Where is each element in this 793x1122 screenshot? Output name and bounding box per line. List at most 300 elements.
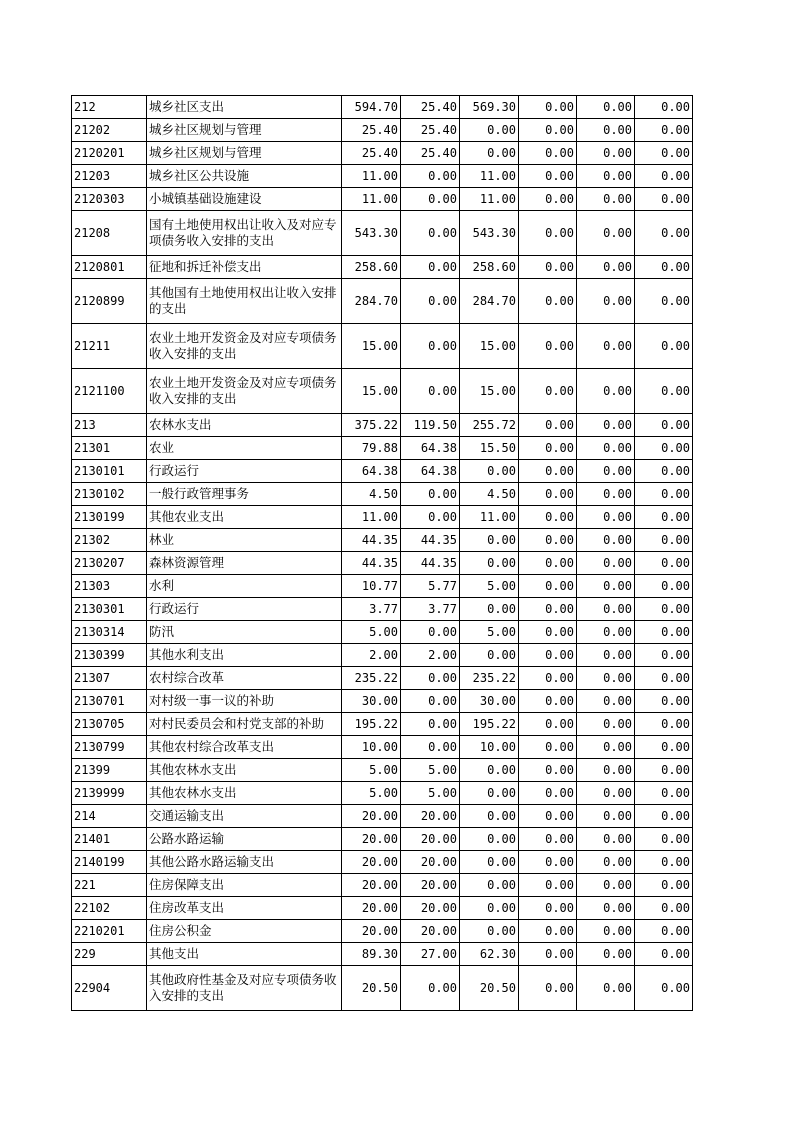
amount-cell: 0.00 xyxy=(519,874,577,897)
subject-name-cell: 征地和拆迁补偿支出 xyxy=(147,256,342,279)
amount-cell: 4.50 xyxy=(342,483,401,506)
amount-cell: 0.00 xyxy=(519,119,577,142)
amount-cell: 255.72 xyxy=(460,414,519,437)
amount-cell: 258.60 xyxy=(460,256,519,279)
amount-cell: 235.22 xyxy=(342,667,401,690)
amount-cell: 0.00 xyxy=(635,851,693,874)
amount-cell: 0.00 xyxy=(519,828,577,851)
amount-cell: 0.00 xyxy=(635,874,693,897)
subject-name-cell: 一般行政管理事务 xyxy=(147,483,342,506)
table-row xyxy=(72,828,693,851)
table-row xyxy=(72,690,693,713)
amount-cell: 0.00 xyxy=(577,96,635,119)
subject-code-cell: 21401 xyxy=(72,828,147,851)
amount-cell: 20.00 xyxy=(401,897,460,920)
subject-name-cell: 农林水支出 xyxy=(147,414,342,437)
table-row xyxy=(72,414,693,437)
amount-cell: 2.00 xyxy=(401,644,460,667)
amount-cell: 64.38 xyxy=(342,460,401,483)
table-body xyxy=(72,96,693,1011)
amount-cell: 284.70 xyxy=(342,279,401,324)
amount-cell: 0.00 xyxy=(460,874,519,897)
subject-code-cell: 2140199 xyxy=(72,851,147,874)
amount-cell: 0.00 xyxy=(401,165,460,188)
amount-cell: 20.00 xyxy=(401,920,460,943)
table-row xyxy=(72,897,693,920)
amount-cell: 0.00 xyxy=(401,369,460,414)
amount-cell: 0.00 xyxy=(519,736,577,759)
amount-cell: 0.00 xyxy=(635,188,693,211)
subject-code-cell: 2130399 xyxy=(72,644,147,667)
amount-cell: 5.00 xyxy=(342,782,401,805)
subject-name-cell: 城乡社区支出 xyxy=(147,96,342,119)
amount-cell: 0.00 xyxy=(577,690,635,713)
amount-cell: 0.00 xyxy=(577,414,635,437)
subject-name-cell: 其他农林水支出 xyxy=(147,759,342,782)
subject-code-cell: 21301 xyxy=(72,437,147,460)
amount-cell: 20.50 xyxy=(342,966,401,1011)
amount-cell: 0.00 xyxy=(635,506,693,529)
amount-cell: 10.77 xyxy=(342,575,401,598)
amount-cell: 0.00 xyxy=(577,437,635,460)
amount-cell: 0.00 xyxy=(460,598,519,621)
amount-cell: 0.00 xyxy=(635,690,693,713)
amount-cell: 0.00 xyxy=(401,506,460,529)
amount-cell: 10.00 xyxy=(460,736,519,759)
subject-code-cell: 2210201 xyxy=(72,920,147,943)
amount-cell: 11.00 xyxy=(342,165,401,188)
amount-cell: 25.40 xyxy=(342,119,401,142)
amount-cell: 0.00 xyxy=(401,324,460,369)
subject-name-cell: 小城镇基础设施建设 xyxy=(147,188,342,211)
amount-cell: 11.00 xyxy=(342,506,401,529)
table-row xyxy=(72,759,693,782)
table-row xyxy=(72,920,693,943)
amount-cell: 0.00 xyxy=(519,506,577,529)
amount-cell: 15.00 xyxy=(342,369,401,414)
amount-cell: 0.00 xyxy=(401,966,460,1011)
subject-code-cell: 21211 xyxy=(72,324,147,369)
table-row xyxy=(72,736,693,759)
subject-name-cell: 其他支出 xyxy=(147,943,342,966)
amount-cell: 15.00 xyxy=(342,324,401,369)
table-row xyxy=(72,529,693,552)
subject-code-cell: 212 xyxy=(72,96,147,119)
subject-name-cell: 城乡社区规划与管理 xyxy=(147,142,342,165)
table-row xyxy=(72,324,693,369)
amount-cell: 0.00 xyxy=(577,782,635,805)
amount-cell: 0.00 xyxy=(519,256,577,279)
subject-code-cell: 21302 xyxy=(72,529,147,552)
amount-cell: 0.00 xyxy=(635,369,693,414)
amount-cell: 0.00 xyxy=(635,644,693,667)
amount-cell: 0.00 xyxy=(635,211,693,256)
amount-cell: 195.22 xyxy=(342,713,401,736)
amount-cell: 0.00 xyxy=(635,621,693,644)
amount-cell: 44.35 xyxy=(401,529,460,552)
amount-cell: 15.00 xyxy=(460,324,519,369)
budget-table xyxy=(71,95,693,1011)
amount-cell: 0.00 xyxy=(460,828,519,851)
table-row xyxy=(72,874,693,897)
amount-cell: 44.35 xyxy=(401,552,460,575)
table-row xyxy=(72,279,693,324)
amount-cell: 0.00 xyxy=(577,736,635,759)
subject-name-cell: 对村民委员会和村党支部的补助 xyxy=(147,713,342,736)
amount-cell: 0.00 xyxy=(519,211,577,256)
amount-cell: 0.00 xyxy=(635,920,693,943)
amount-cell: 0.00 xyxy=(635,897,693,920)
amount-cell: 0.00 xyxy=(635,943,693,966)
subject-code-cell: 2121100 xyxy=(72,369,147,414)
subject-name-cell: 住房保障支出 xyxy=(147,874,342,897)
subject-code-cell: 21202 xyxy=(72,119,147,142)
table-row xyxy=(72,96,693,119)
subject-code-cell: 2120303 xyxy=(72,188,147,211)
table-row xyxy=(72,805,693,828)
amount-cell: 0.00 xyxy=(460,119,519,142)
subject-name-cell: 防汛 xyxy=(147,621,342,644)
table-row xyxy=(72,188,693,211)
amount-cell: 0.00 xyxy=(577,483,635,506)
amount-cell: 284.70 xyxy=(460,279,519,324)
amount-cell: 0.00 xyxy=(635,598,693,621)
amount-cell: 0.00 xyxy=(635,324,693,369)
table-row xyxy=(72,851,693,874)
amount-cell: 11.00 xyxy=(460,165,519,188)
amount-cell: 27.00 xyxy=(401,943,460,966)
amount-cell: 20.00 xyxy=(401,805,460,828)
amount-cell: 44.35 xyxy=(342,552,401,575)
amount-cell: 79.88 xyxy=(342,437,401,460)
table-row xyxy=(72,256,693,279)
subject-name-cell: 其他农业支出 xyxy=(147,506,342,529)
amount-cell: 5.00 xyxy=(401,759,460,782)
amount-cell: 0.00 xyxy=(635,736,693,759)
table-row xyxy=(72,552,693,575)
amount-cell: 20.00 xyxy=(342,920,401,943)
amount-cell: 11.00 xyxy=(342,188,401,211)
amount-cell: 195.22 xyxy=(460,713,519,736)
amount-cell: 0.00 xyxy=(460,897,519,920)
amount-cell: 0.00 xyxy=(577,279,635,324)
amount-cell: 0.00 xyxy=(635,713,693,736)
amount-cell: 0.00 xyxy=(460,460,519,483)
amount-cell: 0.00 xyxy=(635,552,693,575)
amount-cell: 0.00 xyxy=(519,324,577,369)
amount-cell: 0.00 xyxy=(635,805,693,828)
amount-cell: 5.00 xyxy=(342,621,401,644)
amount-cell: 0.00 xyxy=(460,920,519,943)
amount-cell: 0.00 xyxy=(635,575,693,598)
subject-code-cell: 2130799 xyxy=(72,736,147,759)
amount-cell: 0.00 xyxy=(635,119,693,142)
amount-cell: 89.30 xyxy=(342,943,401,966)
amount-cell: 119.50 xyxy=(401,414,460,437)
subject-code-cell: 21399 xyxy=(72,759,147,782)
amount-cell: 5.00 xyxy=(401,782,460,805)
amount-cell: 0.00 xyxy=(577,506,635,529)
table-row xyxy=(72,943,693,966)
table-row xyxy=(72,369,693,414)
table-row xyxy=(72,211,693,256)
amount-cell: 0.00 xyxy=(519,920,577,943)
amount-cell: 30.00 xyxy=(460,690,519,713)
amount-cell: 62.30 xyxy=(460,943,519,966)
amount-cell: 0.00 xyxy=(519,188,577,211)
subject-name-cell: 农业 xyxy=(147,437,342,460)
amount-cell: 5.00 xyxy=(460,575,519,598)
amount-cell: 0.00 xyxy=(519,529,577,552)
subject-name-cell: 住房改革支出 xyxy=(147,897,342,920)
amount-cell: 543.30 xyxy=(342,211,401,256)
subject-code-cell: 2120201 xyxy=(72,142,147,165)
amount-cell: 0.00 xyxy=(577,943,635,966)
amount-cell: 0.00 xyxy=(577,920,635,943)
subject-name-cell: 其他农林水支出 xyxy=(147,782,342,805)
subject-name-cell: 公路水路运输 xyxy=(147,828,342,851)
amount-cell: 0.00 xyxy=(577,529,635,552)
amount-cell: 30.00 xyxy=(342,690,401,713)
amount-cell: 0.00 xyxy=(577,552,635,575)
subject-name-cell: 森林资源管理 xyxy=(147,552,342,575)
amount-cell: 0.00 xyxy=(635,96,693,119)
subject-name-cell: 国有土地使用权出让收入及对应专项债务收入安排的支出 xyxy=(147,211,342,256)
amount-cell: 0.00 xyxy=(519,943,577,966)
subject-code-cell: 2130705 xyxy=(72,713,147,736)
amount-cell: 0.00 xyxy=(519,897,577,920)
subject-code-cell: 2130101 xyxy=(72,460,147,483)
amount-cell: 0.00 xyxy=(519,96,577,119)
subject-code-cell: 22904 xyxy=(72,966,147,1011)
amount-cell: 0.00 xyxy=(401,483,460,506)
table-row xyxy=(72,782,693,805)
subject-name-cell: 农村综合改革 xyxy=(147,667,342,690)
amount-cell: 20.00 xyxy=(401,828,460,851)
subject-name-cell: 行政运行 xyxy=(147,460,342,483)
amount-cell: 0.00 xyxy=(635,483,693,506)
subject-code-cell: 21208 xyxy=(72,211,147,256)
subject-name-cell: 城乡社区规划与管理 xyxy=(147,119,342,142)
amount-cell: 0.00 xyxy=(519,460,577,483)
amount-cell: 20.00 xyxy=(342,874,401,897)
amount-cell: 0.00 xyxy=(519,690,577,713)
subject-name-cell: 其他政府性基金及对应专项债务收入安排的支出 xyxy=(147,966,342,1011)
amount-cell: 0.00 xyxy=(519,621,577,644)
amount-cell: 0.00 xyxy=(635,165,693,188)
amount-cell: 0.00 xyxy=(577,851,635,874)
subject-code-cell: 21203 xyxy=(72,165,147,188)
amount-cell: 0.00 xyxy=(635,437,693,460)
amount-cell: 0.00 xyxy=(577,324,635,369)
subject-code-cell: 2139999 xyxy=(72,782,147,805)
amount-cell: 0.00 xyxy=(519,483,577,506)
amount-cell: 0.00 xyxy=(635,460,693,483)
amount-cell: 0.00 xyxy=(460,805,519,828)
table-row xyxy=(72,575,693,598)
amount-cell: 0.00 xyxy=(635,782,693,805)
amount-cell: 0.00 xyxy=(577,759,635,782)
subject-code-cell: 21307 xyxy=(72,667,147,690)
table-row xyxy=(72,667,693,690)
amount-cell: 0.00 xyxy=(577,598,635,621)
subject-code-cell: 2120899 xyxy=(72,279,147,324)
amount-cell: 235.22 xyxy=(460,667,519,690)
subject-name-cell: 其他水利支出 xyxy=(147,644,342,667)
amount-cell: 0.00 xyxy=(577,188,635,211)
table-row xyxy=(72,483,693,506)
subject-code-cell: 2130207 xyxy=(72,552,147,575)
table-row xyxy=(72,437,693,460)
subject-code-cell: 213 xyxy=(72,414,147,437)
amount-cell: 25.40 xyxy=(342,142,401,165)
amount-cell: 0.00 xyxy=(635,142,693,165)
amount-cell: 0.00 xyxy=(401,256,460,279)
amount-cell: 0.00 xyxy=(460,851,519,874)
amount-cell: 258.60 xyxy=(342,256,401,279)
amount-cell: 0.00 xyxy=(635,966,693,1011)
amount-cell: 0.00 xyxy=(635,828,693,851)
subject-name-cell: 交通运输支出 xyxy=(147,805,342,828)
amount-cell: 5.77 xyxy=(401,575,460,598)
table-row xyxy=(72,460,693,483)
amount-cell: 0.00 xyxy=(577,644,635,667)
amount-cell: 20.00 xyxy=(401,874,460,897)
amount-cell: 25.40 xyxy=(401,96,460,119)
amount-cell: 15.50 xyxy=(460,437,519,460)
subject-code-cell: 2130199 xyxy=(72,506,147,529)
amount-cell: 0.00 xyxy=(635,759,693,782)
subject-name-cell: 对村级一事一议的补助 xyxy=(147,690,342,713)
amount-cell: 0.00 xyxy=(519,782,577,805)
amount-cell: 0.00 xyxy=(519,279,577,324)
amount-cell: 0.00 xyxy=(519,575,577,598)
amount-cell: 0.00 xyxy=(519,598,577,621)
amount-cell: 0.00 xyxy=(577,667,635,690)
table-row xyxy=(72,165,693,188)
amount-cell: 10.00 xyxy=(342,736,401,759)
subject-name-cell: 行政运行 xyxy=(147,598,342,621)
amount-cell: 0.00 xyxy=(401,667,460,690)
subject-code-cell: 2130301 xyxy=(72,598,147,621)
amount-cell: 20.00 xyxy=(401,851,460,874)
subject-code-cell: 2130102 xyxy=(72,483,147,506)
amount-cell: 0.00 xyxy=(460,142,519,165)
amount-cell: 20.50 xyxy=(460,966,519,1011)
table-row xyxy=(72,598,693,621)
amount-cell: 0.00 xyxy=(460,644,519,667)
subject-code-cell: 2130701 xyxy=(72,690,147,713)
amount-cell: 20.00 xyxy=(342,897,401,920)
subject-code-cell: 2130314 xyxy=(72,621,147,644)
table-row xyxy=(72,506,693,529)
amount-cell: 64.38 xyxy=(401,460,460,483)
amount-cell: 0.00 xyxy=(401,279,460,324)
amount-cell: 0.00 xyxy=(577,256,635,279)
amount-cell: 0.00 xyxy=(635,414,693,437)
subject-code-cell: 229 xyxy=(72,943,147,966)
amount-cell: 0.00 xyxy=(577,621,635,644)
amount-cell: 0.00 xyxy=(635,529,693,552)
amount-cell: 0.00 xyxy=(519,966,577,1011)
amount-cell: 0.00 xyxy=(519,414,577,437)
table-row xyxy=(72,966,693,1011)
amount-cell: 3.77 xyxy=(342,598,401,621)
amount-cell: 0.00 xyxy=(577,805,635,828)
amount-cell: 0.00 xyxy=(460,552,519,575)
amount-cell: 0.00 xyxy=(577,713,635,736)
amount-cell: 5.00 xyxy=(342,759,401,782)
amount-cell: 0.00 xyxy=(519,713,577,736)
subject-code-cell: 21303 xyxy=(72,575,147,598)
amount-cell: 44.35 xyxy=(342,529,401,552)
amount-cell: 5.00 xyxy=(460,621,519,644)
amount-cell: 0.00 xyxy=(519,805,577,828)
amount-cell: 0.00 xyxy=(460,529,519,552)
amount-cell: 0.00 xyxy=(519,437,577,460)
amount-cell: 2.00 xyxy=(342,644,401,667)
amount-cell: 0.00 xyxy=(577,874,635,897)
amount-cell: 0.00 xyxy=(577,460,635,483)
amount-cell: 0.00 xyxy=(519,667,577,690)
amount-cell: 0.00 xyxy=(519,644,577,667)
table-row xyxy=(72,621,693,644)
amount-cell: 0.00 xyxy=(401,188,460,211)
subject-name-cell: 住房公积金 xyxy=(147,920,342,943)
subject-name-cell: 城乡社区公共设施 xyxy=(147,165,342,188)
amount-cell: 64.38 xyxy=(401,437,460,460)
amount-cell: 0.00 xyxy=(519,369,577,414)
table-row xyxy=(72,142,693,165)
amount-cell: 0.00 xyxy=(577,165,635,188)
amount-cell: 569.30 xyxy=(460,96,519,119)
amount-cell: 543.30 xyxy=(460,211,519,256)
amount-cell: 0.00 xyxy=(635,667,693,690)
subject-name-cell: 水利 xyxy=(147,575,342,598)
subject-code-cell: 214 xyxy=(72,805,147,828)
amount-cell: 0.00 xyxy=(635,256,693,279)
amount-cell: 0.00 xyxy=(577,211,635,256)
amount-cell: 0.00 xyxy=(460,759,519,782)
amount-cell: 0.00 xyxy=(577,966,635,1011)
amount-cell: 375.22 xyxy=(342,414,401,437)
amount-cell: 0.00 xyxy=(460,782,519,805)
amount-cell: 0.00 xyxy=(577,369,635,414)
amount-cell: 0.00 xyxy=(519,165,577,188)
amount-cell: 0.00 xyxy=(577,828,635,851)
amount-cell: 4.50 xyxy=(460,483,519,506)
amount-cell: 0.00 xyxy=(519,759,577,782)
subject-code-cell: 221 xyxy=(72,874,147,897)
amount-cell: 25.40 xyxy=(401,119,460,142)
subject-name-cell: 农业土地开发资金及对应专项债务收入安排的支出 xyxy=(147,324,342,369)
amount-cell: 20.00 xyxy=(342,828,401,851)
amount-cell: 594.70 xyxy=(342,96,401,119)
amount-cell: 0.00 xyxy=(401,690,460,713)
amount-cell: 0.00 xyxy=(519,552,577,575)
amount-cell: 15.00 xyxy=(460,369,519,414)
subject-name-cell: 农业土地开发资金及对应专项债务收入安排的支出 xyxy=(147,369,342,414)
amount-cell: 25.40 xyxy=(401,142,460,165)
amount-cell: 0.00 xyxy=(635,279,693,324)
subject-name-cell: 其他农村综合改革支出 xyxy=(147,736,342,759)
subject-code-cell: 2120801 xyxy=(72,256,147,279)
table-row xyxy=(72,644,693,667)
amount-cell: 20.00 xyxy=(342,805,401,828)
amount-cell: 20.00 xyxy=(342,851,401,874)
amount-cell: 0.00 xyxy=(519,142,577,165)
amount-cell: 0.00 xyxy=(401,621,460,644)
